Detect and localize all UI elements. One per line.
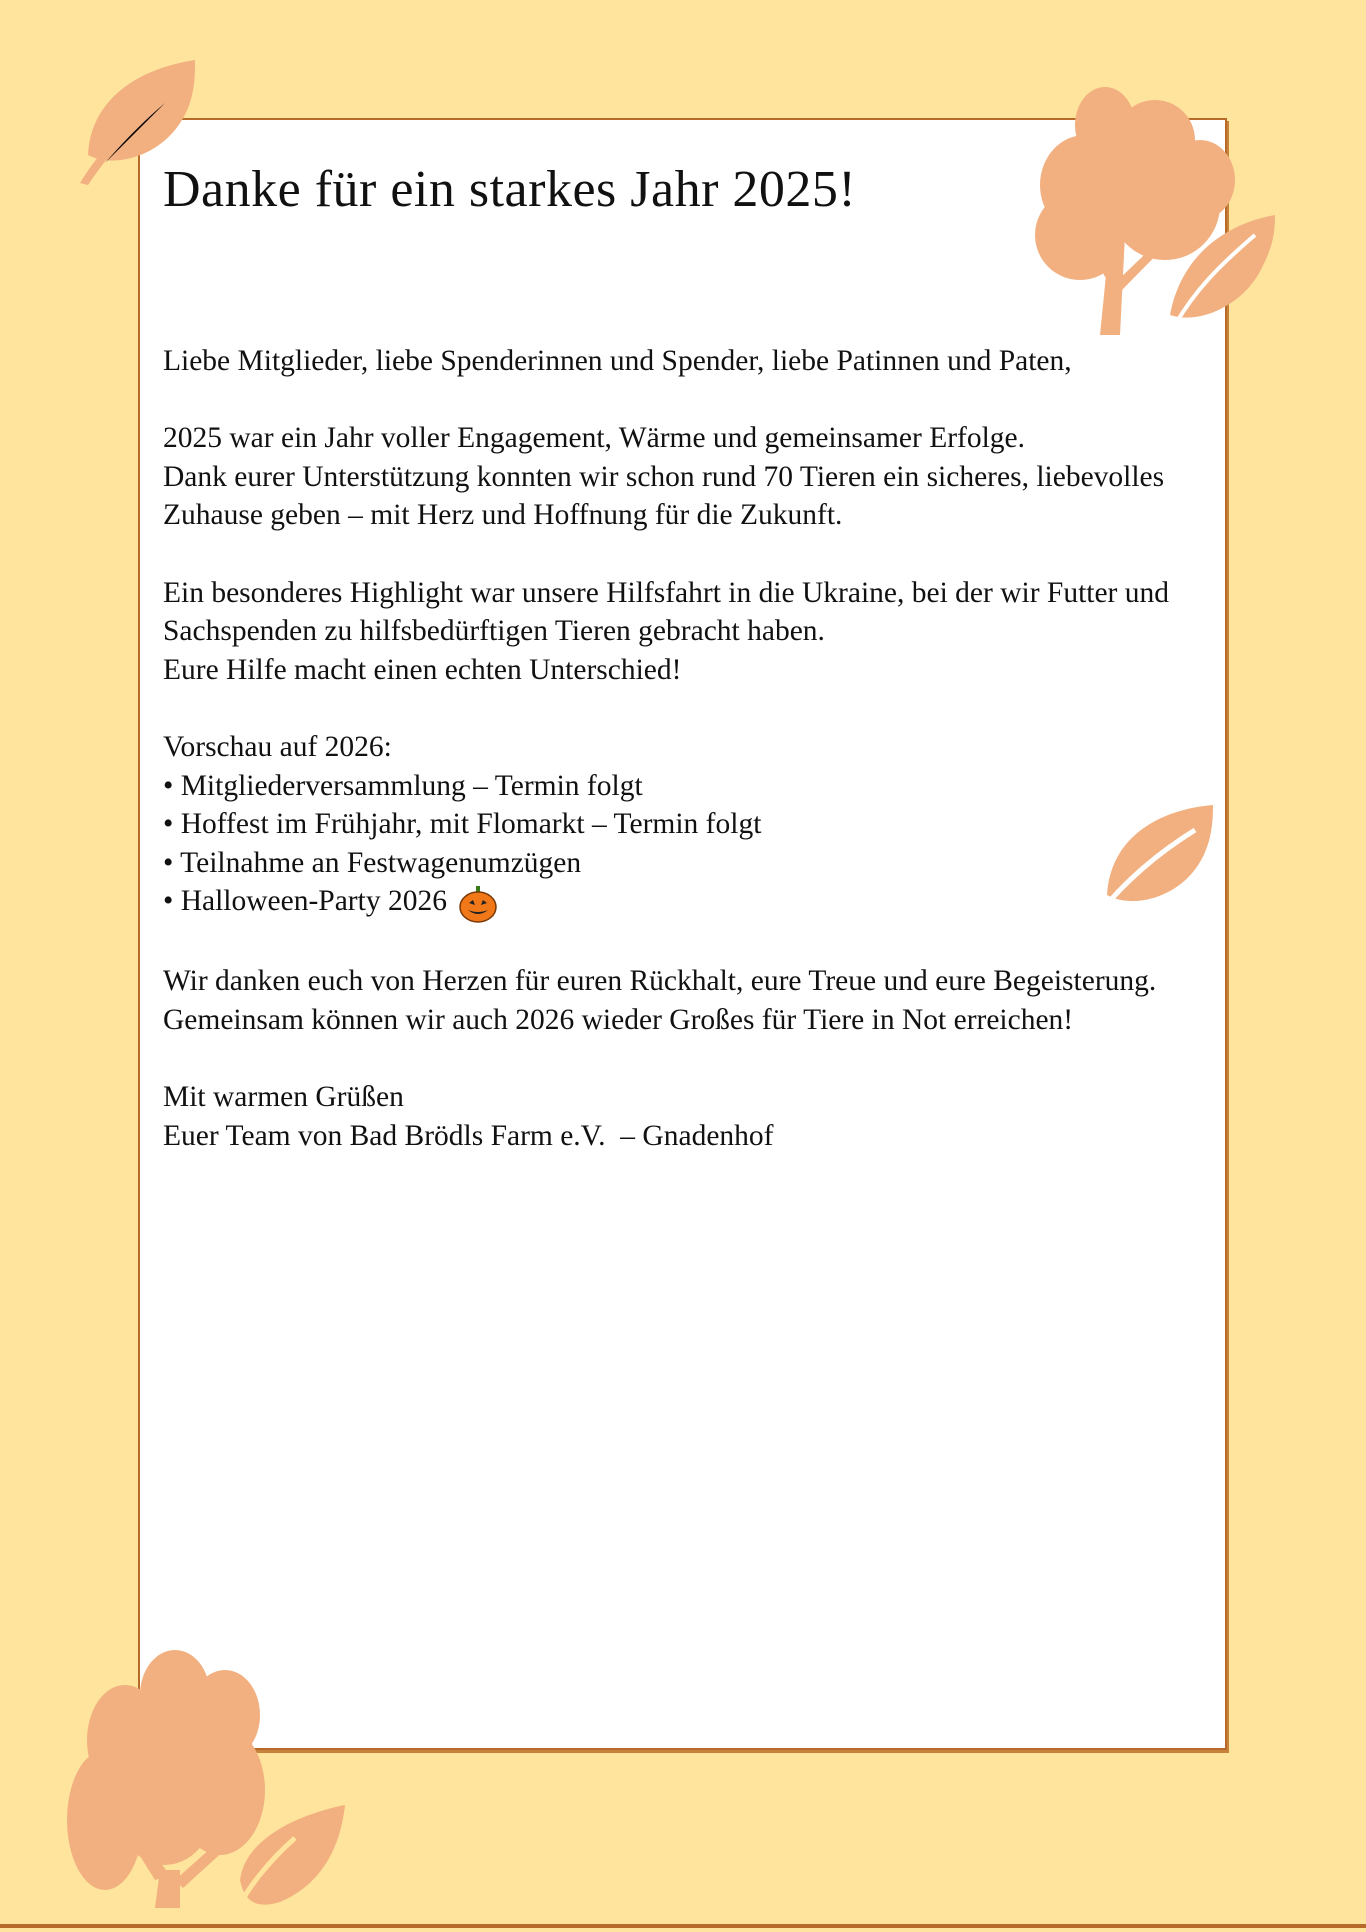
list-item-text: Teilnahme an Festwagenumzügen [180,846,582,879]
list-item [163,767,1183,806]
tree-icon [45,1640,365,1930]
signature: Euer Team von Bad Brödls Farm e.V. – Gnadenhof [163,1119,774,1152]
list-item-text: Mitgliederversammlung – Termin folgt [180,769,643,802]
list-item-text: Hoffest im Frühjahr, mit Flomarkt – Termin folgt [180,808,762,841]
preview-heading: Vorschau auf 2026: [163,730,392,763]
paragraph-thanks [163,962,1183,1039]
letter-body [163,342,1183,1155]
paragraph-ukraine [163,574,1183,690]
paragraph-year-review [163,419,1183,535]
preview-list [163,767,1183,924]
pumpkin-icon [458,884,498,924]
list-item [163,844,1183,883]
greeting: Liebe Mitglieder, liebe Spenderinnen und Spender, liebe Patinnen und Paten, [163,345,1072,377]
list-item [163,882,1183,923]
tree-icon [1000,85,1280,345]
text: Ein besonderes Highlight war unsere Hilfsfahrt in die Ukraine, bei der wir Futter und Sachspenden zu hilfsbedürftigen Tieren gebracht haben. [163,576,1170,648]
text: 2025 war ein Jahr voller Engagement, Wärme und gemeinsamer Erfolge. [163,422,1026,455]
text: Gemeinsam können wir auch 2026 wieder Großes für Tiere in Not erreichen! [163,1003,1074,1036]
list-item [163,805,1183,844]
list-item-text: Halloween-Party 2026 [180,885,447,918]
text: Eure Hilfe macht einen echten Unterschied! [163,653,682,686]
text: Dank eurer Unterstützung konnten wir schon rund 70 Tieren ein sicheres, liebevolles Zuhause geben – mit Herz und Hoffnung für die Zukunft. [163,460,1165,532]
closing: Mit warmen Grüßen [163,1080,404,1113]
page-title: Danke für ein starkes Jahr 2025! [163,161,857,218]
text: Wir danken euch von Herzen für euren Rückhalt, eure Treue und eure Begeisterung. [163,965,1157,998]
